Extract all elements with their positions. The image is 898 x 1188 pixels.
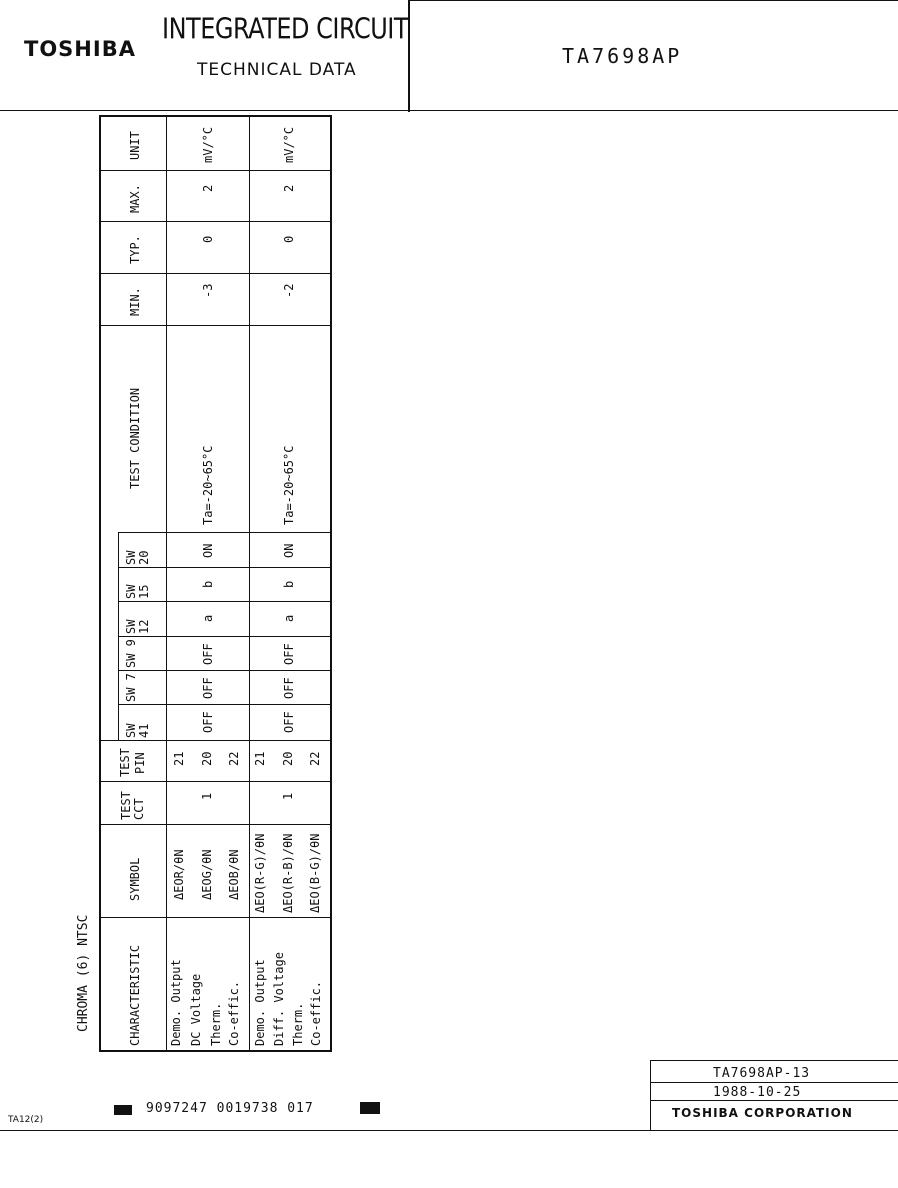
row1-sw20: ON [201,543,215,558]
row2-min: -2 [282,283,296,298]
doc-title: INTEGRATED CIRCUIT [162,12,409,46]
header-typ: TYP. [128,235,142,264]
header-test-pin-line2: PIN [133,752,147,774]
footer-box-rule-2 [650,1100,898,1101]
row-line-sw12 [118,636,331,637]
header-test-pin-line1: TEST [118,748,132,777]
row-line-unit [99,170,331,171]
header-sw12: SW 12 [124,619,151,634]
header-sw41: SW 41 [124,723,151,738]
row-line-symbol [99,917,331,918]
doc-date: 1988-10-25 [713,1085,802,1100]
row-line-min [99,325,331,326]
header-sw9: SW 9 [124,639,138,668]
row1-sw41: OFF [201,711,215,733]
row1-symbol-2: ΔEOG/θN [200,849,214,900]
row2-test-pin-1: 21 [253,751,267,766]
row1-typ: 0 [201,235,215,243]
row1-characteristic-1: Demo. Output [169,959,183,1046]
footer-box-left [650,1060,651,1130]
row-line-typ [99,273,331,274]
row2-sw15: b [282,580,296,588]
row1-test-cct: 1 [200,792,214,800]
barcode-mark-left [114,1105,132,1115]
row2-sw7: OFF [282,677,296,699]
row2-characteristic-2: Diff. Voltage [272,952,286,1046]
corporation-name: TOSHIBA CORPORATION [672,1106,853,1120]
brand-logo: TOSHIBA [24,37,136,61]
part-number: TA7698AP [562,44,683,68]
row2-test-pin-3: 22 [308,751,322,766]
row2-test-cct: 1 [281,792,295,800]
header-top-rule [410,0,898,1]
row1-test-pin-1: 21 [172,751,186,766]
row1-sw12: a [201,614,215,622]
row1-characteristic-3: Therm. [209,1002,223,1046]
table-border-top [99,115,331,117]
row-line-test-cct [99,824,331,825]
footer-box-rule-1 [650,1082,898,1083]
row1-symbol-1: ΔEOR/θN [172,849,186,900]
row-line-test-pin [99,781,331,782]
row1-max: 2 [201,184,215,192]
row1-sw7: OFF [201,677,215,699]
row-line-sw41 [99,740,331,741]
table-border-right [330,115,332,1051]
row2-characteristic-4: Co-effic. [309,980,323,1046]
col-line-row-split [249,115,250,1051]
row2-symbol-3: ΔEO(B-G)/θN [308,833,322,913]
row1-test-pin-3: 22 [227,751,241,766]
row2-typ: 0 [282,235,296,243]
row1-test-pin-2: 20 [200,751,214,766]
row2-sw20: ON [282,543,296,558]
header-bottom-rule [0,110,898,111]
row1-characteristic-2: DC Voltage [189,973,203,1046]
header-characteristic: CHARACTERISTIC [128,944,142,1046]
page-bottom-rule [0,1130,898,1131]
row2-max: 2 [282,184,296,192]
row2-sw12: a [282,614,296,622]
row2-symbol-1: ΔEO(R-G)/θN [253,833,267,913]
header-sw7: SW 7 [124,673,138,702]
footer-box-top [650,1060,898,1061]
row-line-sw9 [118,670,331,671]
table-border-bottom [99,1050,332,1052]
doc-subtitle: TECHNICAL DATA [197,60,357,80]
row1-sw9: OFF [201,643,215,665]
doc-number: TA7698AP-13 [713,1066,811,1081]
header-max: MAX. [128,184,142,213]
row2-test-pin-2: 20 [281,751,295,766]
row2-characteristic-1: Demo. Output [253,959,267,1046]
header-sw20: SW 20 [124,550,151,565]
col-line-header-end [166,115,167,1051]
row1-symbol-3: ΔEOB/θN [227,849,241,900]
header-unit: UNIT [128,131,142,160]
row2-symbol-2: ΔEO(R-B)/θN [281,833,295,913]
header-divider [408,0,410,112]
row2-sw9: OFF [282,643,296,665]
row2-test-condition: Ta=-20~65°C [282,445,296,525]
row2-unit: mV/°C [282,126,296,163]
header-test-condition: TEST CONDITION [128,387,142,489]
section-title: CHROMA (6) NTSC [76,914,91,1032]
row1-characteristic-4: Co-effic. [227,980,241,1046]
row2-characteristic-3: Therm. [291,1002,305,1046]
row1-unit: mV/°C [201,126,215,163]
barcode-mark-right [360,1102,380,1114]
header-symbol: SYMBOL [128,857,142,901]
form-code: TA12(2) [8,1115,44,1125]
row2-sw41: OFF [282,711,296,733]
row-line-max [99,221,331,222]
row1-min: -3 [201,283,215,298]
row1-test-condition: Ta=-20~65°C [201,445,215,525]
row1-sw15: b [201,580,215,588]
header-min: MIN. [128,287,142,316]
barcode-text: 9097247 0019738 017 [146,1101,314,1116]
header-sw15: SW 15 [124,584,151,599]
header-test-cct: TEST CCT [119,791,146,820]
table-border-left [99,115,101,1051]
